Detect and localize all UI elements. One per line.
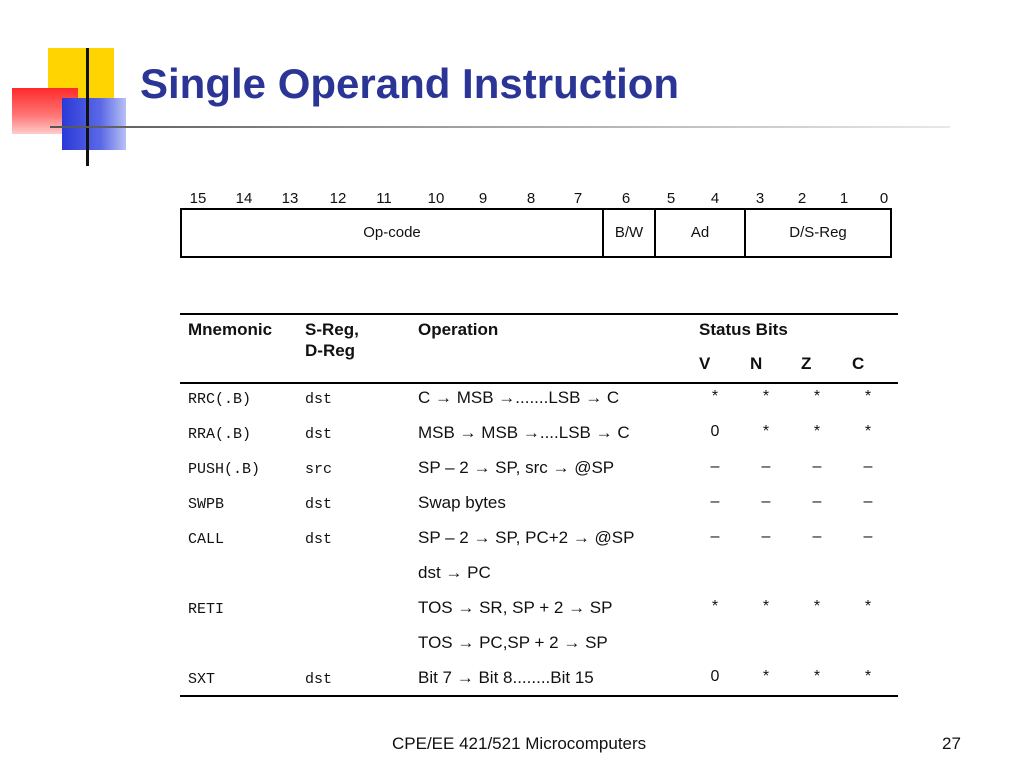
row-register: dst [305, 391, 333, 408]
header-z: Z [801, 354, 812, 373]
bit-number: 15 [189, 190, 207, 207]
page-number: 27 [942, 734, 961, 753]
row-mnemonic: RRA(.B) [188, 426, 252, 443]
header-v: V [699, 354, 711, 373]
row-flag-z: * [813, 668, 821, 685]
row-register: dst [305, 496, 333, 513]
footer-text: CPE/EE 421/521 Microcomputers [392, 734, 647, 753]
bit-number: 0 [879, 190, 889, 207]
field-bw: B/W [614, 224, 644, 241]
field-dsreg: D/S-Reg [789, 224, 847, 241]
bit-number: 8 [526, 190, 536, 207]
bit-number: 1 [839, 190, 849, 207]
row-flag-n: – [761, 458, 771, 475]
row-operation: Swap bytes [418, 493, 506, 512]
bit-number: 13 [281, 190, 299, 207]
table-top-rule [180, 313, 898, 315]
bit-number: 4 [710, 190, 720, 207]
row-flag-z: * [813, 388, 821, 405]
header-n: N [750, 354, 763, 373]
row-mnemonic: SXT [188, 671, 216, 688]
bit-number: 5 [666, 190, 676, 207]
row-flag-c: * [864, 598, 872, 615]
row-flag-n: * [762, 423, 770, 440]
row-register: dst [305, 426, 333, 443]
row-flag-v: * [711, 598, 719, 615]
bit-number: 12 [329, 190, 347, 207]
row-flag-z: * [813, 598, 821, 615]
row-operation: Bit 7 → Bit 8........Bit 15 [418, 668, 594, 687]
bit-number: 2 [797, 190, 807, 207]
title-underline [50, 126, 950, 128]
row-flag-n: * [762, 388, 770, 405]
row-register: dst [305, 671, 333, 688]
row-flag-n: * [762, 668, 770, 685]
bit-number: 10 [427, 190, 445, 207]
row-flag-c: – [863, 528, 873, 545]
header-sreg: S-Reg, [305, 320, 359, 339]
row-flag-c: * [864, 668, 872, 685]
row-flag-v: – [710, 528, 720, 545]
header-c: C [852, 354, 865, 373]
slide-title: Single Operand Instruction [140, 60, 680, 107]
row-register: src [305, 461, 333, 478]
row-mnemonic: SWPB [188, 496, 225, 513]
row-operation: TOS → SR, SP + 2 → SP [418, 598, 613, 617]
row-flag-c: * [864, 388, 872, 405]
row-flag-c: * [864, 423, 872, 440]
logo-blue-square [62, 98, 126, 150]
table-header-rule [180, 382, 898, 384]
header-dreg: D-Reg [305, 341, 356, 360]
row-flag-n: * [762, 598, 770, 615]
bit-number: 11 [376, 190, 392, 207]
row-operation: SP – 2 → SP, src → @SP [418, 458, 615, 477]
header-mnemonic: Mnemonic [188, 320, 273, 339]
row-flag-v: 0 [710, 423, 720, 440]
table-bottom-rule [180, 695, 898, 697]
row-flag-v: * [711, 388, 719, 405]
row-flag-n: – [761, 493, 771, 510]
bit-number: 9 [478, 190, 488, 207]
logo-vertical-line [86, 48, 89, 166]
row-mnemonic: CALL [188, 531, 225, 548]
row-flag-v: 0 [710, 668, 720, 685]
row-flag-z: * [813, 423, 821, 440]
row-operation: C → MSB →.......LSB → C [418, 388, 620, 407]
row-operation: MSB → MSB →....LSB → C [418, 423, 630, 442]
header-status-bits: Status Bits [699, 320, 788, 339]
bit-number: 7 [573, 190, 583, 207]
field-opcode: Op-code [363, 224, 421, 241]
header-operation: Operation [418, 320, 499, 339]
row-operation: dst → PC [418, 563, 491, 582]
bit-number: 6 [621, 190, 631, 207]
row-flag-c: – [863, 493, 873, 510]
row-flag-c: – [863, 458, 873, 475]
row-flag-z: – [812, 493, 822, 510]
row-mnemonic: RRC(.B) [188, 391, 252, 408]
row-register: dst [305, 531, 333, 548]
row-flag-v: – [710, 458, 720, 475]
row-mnemonic: RETI [188, 601, 225, 618]
bit-number: 14 [235, 190, 253, 207]
instruction-format-box [180, 208, 892, 258]
field-ad: Ad [690, 224, 710, 241]
row-mnemonic: PUSH(.B) [188, 461, 261, 478]
row-operation: SP – 2 → SP, PC+2 → @SP [418, 528, 635, 547]
row-flag-v: – [710, 493, 720, 510]
row-flag-n: – [761, 528, 771, 545]
row-flag-z: – [812, 458, 822, 475]
row-operation: TOS → PC,SP + 2 → SP [418, 633, 608, 652]
row-flag-z: – [812, 528, 822, 545]
bit-number: 3 [755, 190, 765, 207]
